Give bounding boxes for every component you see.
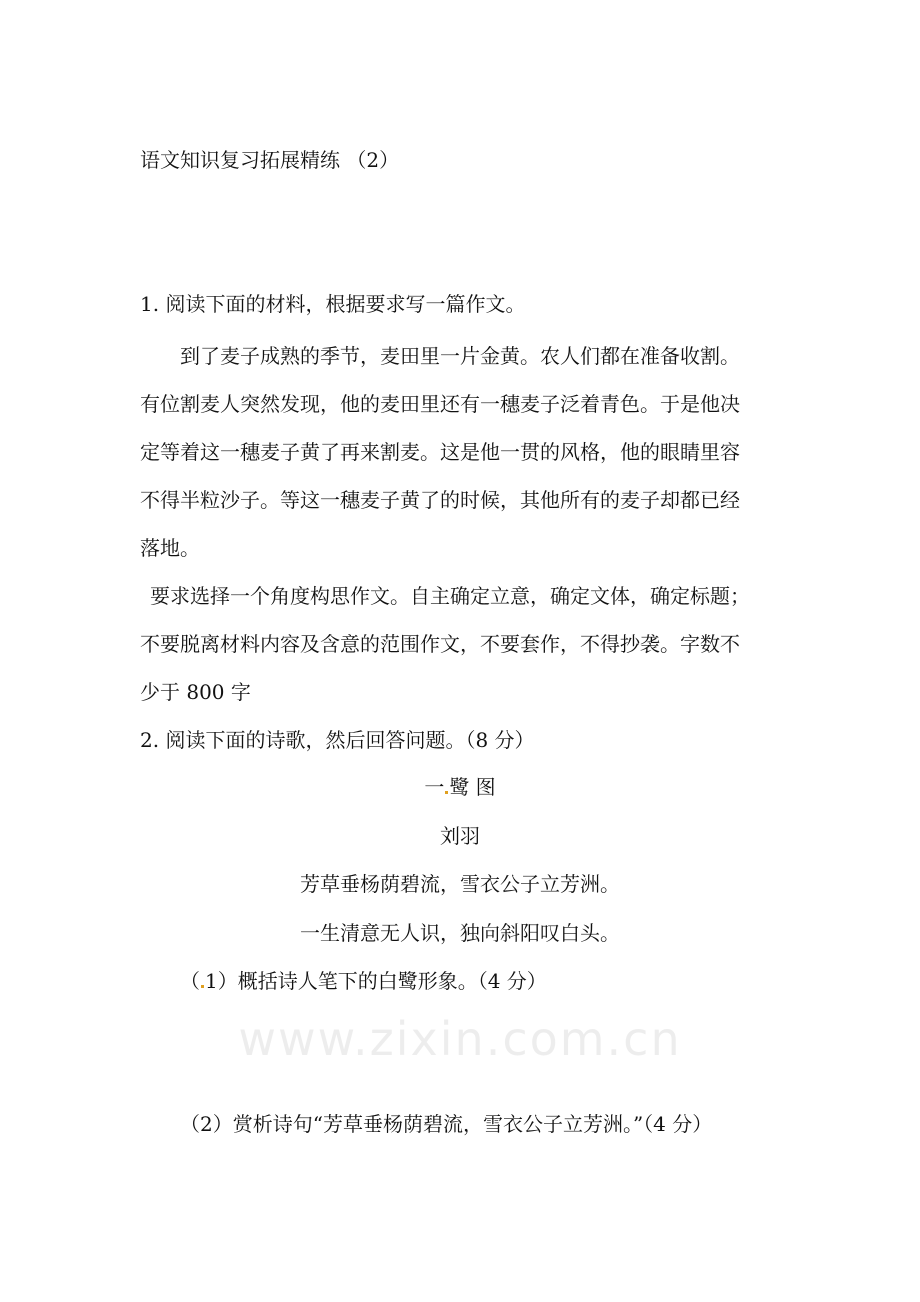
watermark: www.zixin.com.cn <box>238 1012 682 1066</box>
q1-requirement-line-3: 少于 800 字 <box>140 680 251 704</box>
q1-material-line-2: 有位割麦人突然发现，他的麦田里还有一穗麦子泛着青色。于是他决 <box>140 392 740 416</box>
document-title: 语文知识复习拓展精练 （2） <box>140 148 400 172</box>
sub-question-1 <box>180 971 547 991</box>
q1-material-line-1: 到了麦子成熟的季节，麦田里一片金黄。农人们都在准备收割。 <box>180 344 740 368</box>
poem-title-prefix: 一 <box>424 775 445 799</box>
q1-requirement-line-2: 不要脱离材料内容及含意的范围作文，不要套作，不得抄袭。字数不 <box>140 632 740 656</box>
dot-mark-icon <box>445 791 448 794</box>
poem-line-2: 一生清意无人识，独向斜阳叹白头。 <box>300 921 620 945</box>
q1-requirement-line-1: 要求选择一个角度构思作文。自主确定立意，确定文体，确定标题； <box>150 584 750 608</box>
q1-material-line-4: 不得半粒沙子。等这一穗麦子黄了的时候，其他所有的麦子却都已经 <box>140 488 740 512</box>
dot-mark-icon <box>201 985 204 988</box>
q1-material-line-3: 定等着这一穗麦子黄了再来割麦。这是他一贯的风格，他的眼睛里容 <box>140 440 740 464</box>
question-1-heading: 1. 阅读下面的材料，根据要求写一篇作文。 <box>140 292 526 316</box>
poem-author: 刘羽 <box>440 824 480 848</box>
sub-question-1-open-paren: （ <box>180 969 200 993</box>
poem-title <box>0 777 920 797</box>
poem-line-1: 芳草垂杨荫碧流，雪衣公子立芳洲。 <box>300 872 620 896</box>
poem-title-text: 鹭 图 <box>449 775 496 799</box>
sub-question-1-text: 1）概括诗人笔下的白鹭形象。（4 分） <box>205 969 547 993</box>
sub-question-2: （2）赏析诗句“芳草垂杨荫碧流，雪衣公子立芳洲。”（4 分） <box>180 1112 713 1136</box>
question-2-heading: 2. 阅读下面的诗歌，然后回答问题。（8 分） <box>140 728 535 752</box>
q1-material-line-5: 落地。 <box>140 536 200 560</box>
